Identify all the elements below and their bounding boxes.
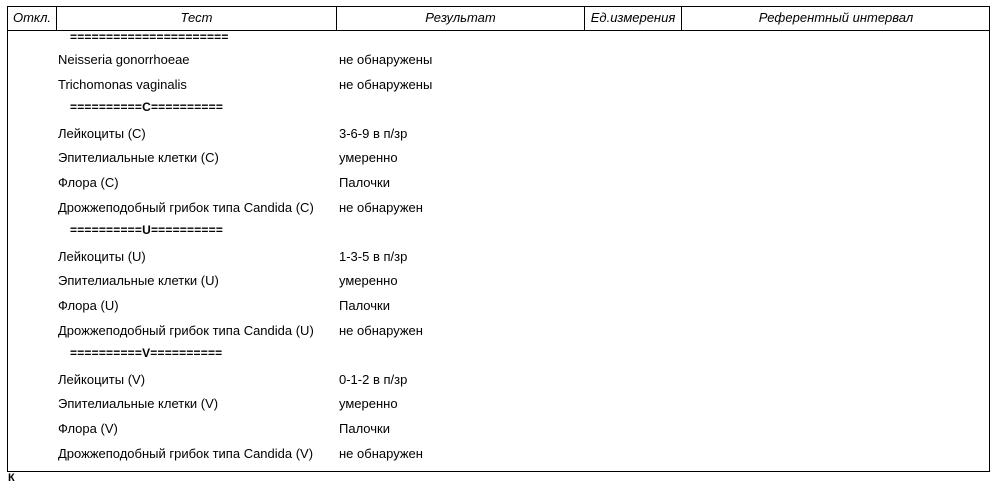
test-name: Флора (U) — [58, 297, 119, 313]
test-name: Лейкоциты (U) — [58, 248, 146, 264]
table-row — [8, 319, 989, 344]
test-name: Дрожжеподобный грибок типа Candida (C) — [58, 199, 314, 215]
table-row — [8, 73, 989, 98]
footer-text: К — [8, 473, 15, 481]
table-row — [8, 417, 989, 442]
table-row — [8, 146, 989, 171]
section-separator-row — [8, 97, 989, 122]
table-row — [8, 368, 989, 393]
section-separator-row — [8, 343, 989, 368]
test-result: умеренно — [339, 273, 398, 289]
table-row — [8, 171, 989, 196]
test-name: Флора (V) — [58, 420, 118, 436]
test-name: Дрожжеподобный грибок типа Candida (V) — [58, 445, 314, 461]
test-name: Флора (C) — [58, 174, 119, 190]
section-separator-row — [8, 31, 989, 48]
test-name: Лейкоциты (V) — [58, 371, 146, 387]
header-unit: Ед.измерения — [585, 7, 682, 30]
test-name: Эпителиальные клетки (U) — [58, 273, 219, 289]
test-result: 0-1-2 в п/зр — [339, 371, 408, 387]
table-row — [8, 442, 989, 467]
test-result: не обнаружены — [339, 76, 433, 92]
test-result: умеренно — [339, 150, 398, 166]
test-result: Палочки — [339, 297, 390, 313]
section-separator-row — [8, 220, 989, 245]
test-name: Дрожжеподобный грибок типа Candida (U) — [58, 322, 314, 338]
test-result: не обнаружены — [339, 52, 433, 67]
table-row — [8, 196, 989, 221]
table-row — [8, 294, 989, 319]
table-row — [8, 392, 989, 417]
test-result: не обнаружен — [339, 199, 423, 215]
table-row — [8, 269, 989, 294]
section-separator: ====================== — [70, 30, 229, 44]
table-row — [8, 48, 989, 73]
test-result: 3-6-9 в п/зр — [339, 125, 408, 141]
test-name: Эпителиальные клетки (V) — [58, 396, 219, 412]
header-reference-interval: Референтный интервал — [758, 10, 914, 25]
test-name: Лейкоциты (C) — [58, 125, 146, 141]
test-name: Neisseria gonorrhoeae — [58, 52, 190, 67]
table-header — [8, 7, 989, 31]
header-deviation: Откл. — [8, 7, 57, 30]
test-name: Эпителиальные клетки (C) — [58, 150, 219, 166]
section-separator: ==========U========== — [70, 223, 224, 238]
test-result: Палочки — [339, 420, 390, 436]
lab-results-table — [7, 6, 990, 472]
test-result: не обнаружен — [339, 322, 423, 338]
header-test: Тест — [57, 7, 337, 30]
section-separator: ==========V========== — [70, 346, 223, 361]
table-body — [8, 31, 989, 466]
test-result: Палочки — [339, 174, 390, 190]
test-result: 1-3-5 в п/зр — [339, 248, 408, 264]
test-result: умеренно — [339, 396, 398, 412]
header-result: Результат — [337, 7, 585, 30]
test-name: Trichomonas vaginalis — [58, 76, 187, 92]
test-result: не обнаружен — [339, 445, 423, 461]
section-separator: ==========C========== — [70, 100, 224, 115]
table-row — [8, 245, 989, 270]
table-row — [8, 122, 989, 147]
